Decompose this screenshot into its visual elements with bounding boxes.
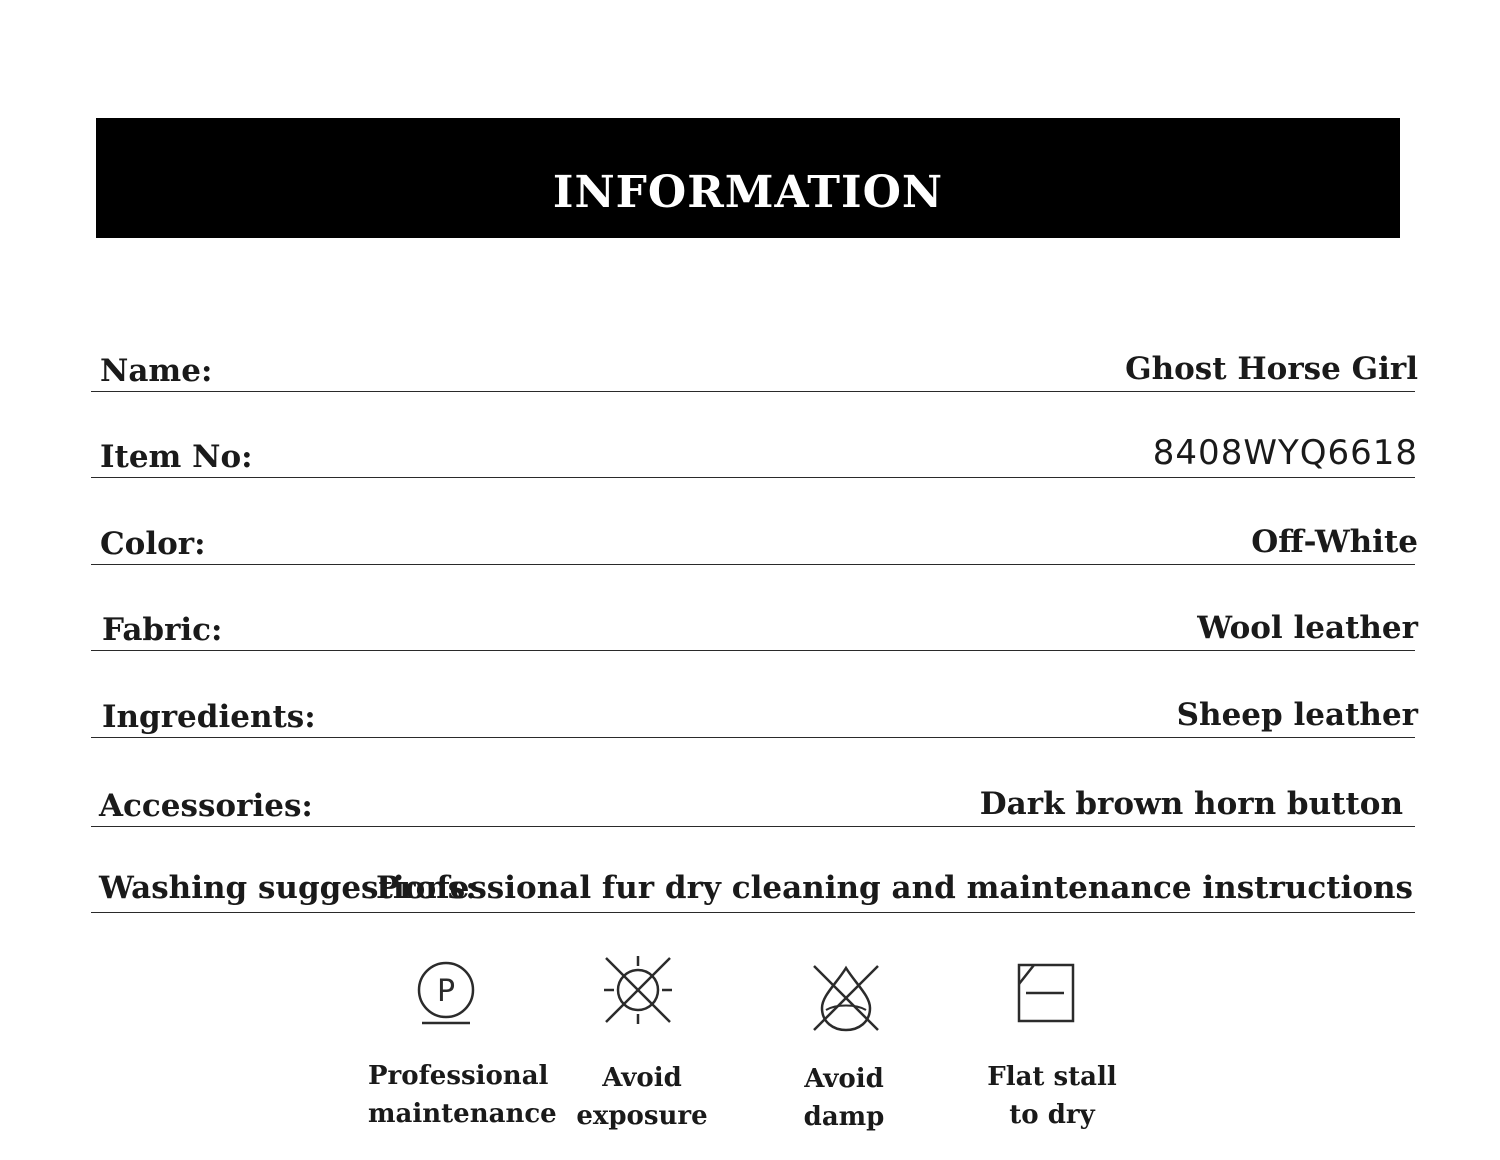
flat-dry-icon [1008,954,1088,1034]
color-label: Color: [100,526,206,562]
info-row-name [91,351,1418,392]
ingredients-value: Sheep leather [1176,697,1418,733]
header-banner [96,118,1400,238]
care-label-exposure [572,1059,712,1135]
care-label-line: Professional [368,1061,549,1091]
professional-cleaning-icon [406,952,486,1032]
name-value: Ghost Horse Girl [1125,351,1418,387]
info-row-item-no [91,433,1418,478]
info-row-accessories [91,786,1415,827]
care-label-line: Avoid [602,1063,682,1093]
accessories-label: Accessories: [99,788,313,824]
care-label-line: to dry [1009,1100,1095,1130]
item-no-label: Item No: [100,439,253,475]
info-row-fabric [91,610,1418,651]
accessories-value: Dark brown horn button [979,786,1403,822]
no-water-icon [806,958,886,1038]
info-row-ingredients [91,697,1418,738]
page-title: INFORMATION [552,166,944,218]
fabric-value: Wool leather [1197,610,1418,646]
svg-text:P: P [436,974,456,1009]
care-label-flat-dry [982,1058,1122,1134]
care-label-line: damp [803,1102,885,1132]
fabric-label: Fabric: [102,612,223,648]
washing-label: Washing suggestions: [99,870,477,906]
washing-value: Professional fur dry cleaning and maintenance instructions [375,870,1413,906]
care-label-professional [368,1057,557,1133]
care-label-line: exposure [576,1101,708,1131]
info-row-color [91,524,1418,565]
info-row-washing [91,872,1415,913]
care-label-damp [776,1060,912,1136]
ingredients-label: Ingredients: [102,699,316,735]
item-no-value: 8408WYQ6618 [1152,433,1418,473]
no-sun-exposure-icon [598,950,678,1030]
name-label: Name: [100,353,213,389]
care-label-line: Avoid [804,1064,884,1094]
care-label-line: Flat stall [987,1062,1117,1092]
color-value: Off-White [1251,524,1418,560]
care-label-line: maintenance [368,1099,557,1129]
